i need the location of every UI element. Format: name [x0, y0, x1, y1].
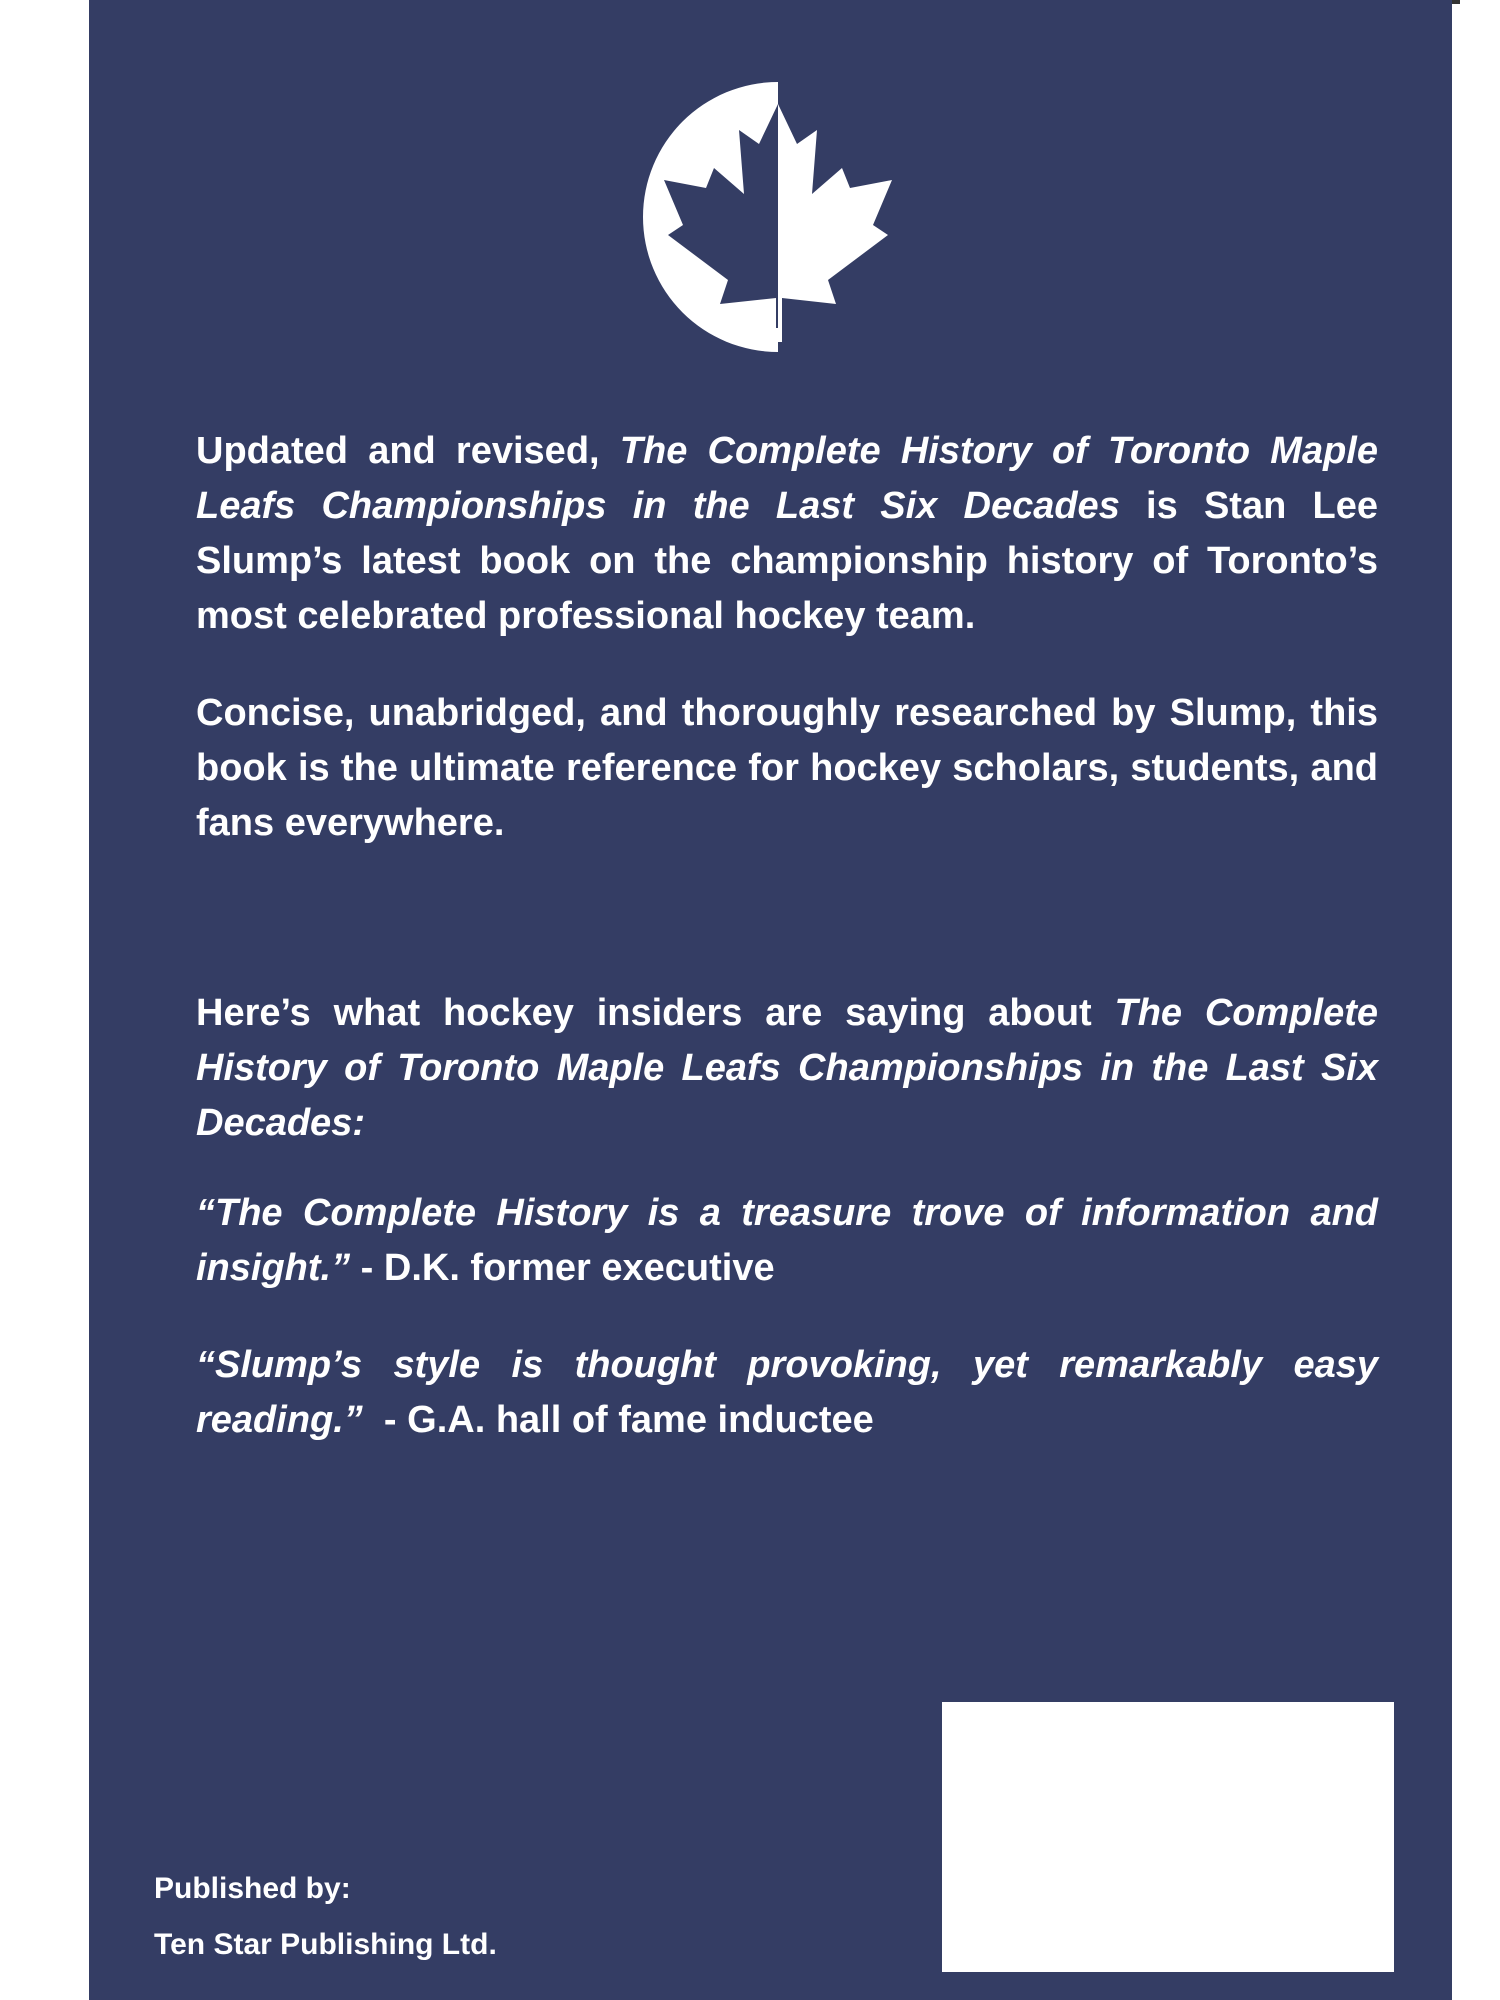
review-quote	[196, 1338, 1378, 1448]
reviews-intro-title: The Complete History of Toronto Maple Leafs Championships in the Last Six Decades:	[196, 992, 1378, 1144]
description-rest: is Stan Lee Slump’s latest book on the championship history of Toronto’s most celebrated professional hockey team.	[196, 485, 1378, 637]
reviews-intro	[196, 986, 1378, 1151]
description-paragraph-2: Concise, unabridged, and thoroughly researched by Slump, this book is the ultimate reference for hockey scholars, students, and fans everywhere.	[196, 692, 1378, 844]
review-quote	[196, 1186, 1378, 1296]
publisher-label: Published by:	[154, 1872, 351, 1905]
maple-leaf-icon	[640, 82, 920, 352]
book-title: The Complete History of Toronto Maple Leafs Championships in the Last Six Decades	[196, 430, 1378, 527]
reviews-intro-lead: Here’s what hockey insiders are saying about	[196, 992, 1115, 1034]
barcode-area	[942, 1702, 1394, 1972]
publisher-name: Ten Star Publishing Ltd.	[154, 1928, 497, 1961]
review-attribution: - D.K. former executive	[350, 1247, 775, 1289]
review-quote-text: “Slump’s style is thought provoking, yet remarkably easy reading.”	[196, 1344, 1378, 1441]
review-quote-text: “The Complete History is a treasure trove of information and insight.”	[196, 1192, 1378, 1289]
review-attribution: - G.A. hall of fame inductee	[362, 1399, 874, 1441]
description-paragraph-1	[196, 424, 1378, 644]
description-lead: Updated and revised,	[196, 430, 620, 472]
edge-mark	[1452, 0, 1460, 4]
